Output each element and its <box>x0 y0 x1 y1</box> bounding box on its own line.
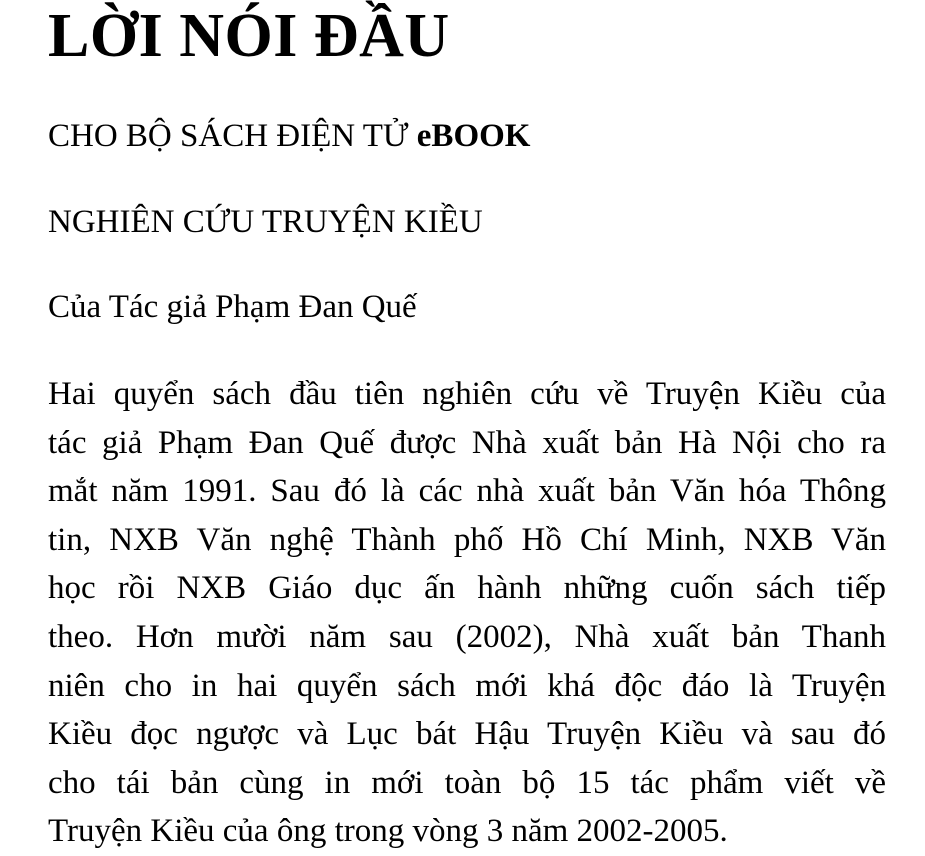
paragraph-line: Hai quyển sách đầu tiên nghiên cứu về Truyện Kiều của <box>48 376 886 412</box>
paragraph-line: niên cho in hai quyển sách mới khá độc đáo là Truyện <box>48 667 886 704</box>
subtitle-ebook-prefix: CHO BỘ SÁCH ĐIỆN TỬ <box>48 118 417 154</box>
paragraph-line: cho tái bản cùng in mới toàn bộ 15 tác phẩm viết về <box>48 764 886 801</box>
paragraph-line: mắt năm 1991. Sau đó là các nhà xuất bản Văn hóa Thông <box>48 473 886 510</box>
paragraph-line: học rồi NXB Giáo dục ấn hành những cuốn sách tiếp <box>48 570 886 607</box>
paragraph-line: tin, NXB Văn nghệ Thành phố Hồ Chí Minh, NXB Văn <box>48 521 886 558</box>
paragraph-line: theo. Hơn mười năm sau (2002), Nhà xuất bản Thanh <box>48 618 886 655</box>
subtitle-ebook-series <box>48 116 530 156</box>
document-title: LỜI NÓI ĐẦU <box>48 2 450 70</box>
paragraph-line: Truyện Kiều của ông trong vòng 3 năm 2002-2005. <box>48 813 728 850</box>
paragraph-line: tác giả Phạm Đan Quế được Nhà xuất bản Hà Nội cho ra <box>48 424 886 461</box>
body-paragraph <box>48 370 886 856</box>
author-line: Của Tác giả Phạm Đan Quế <box>48 289 417 325</box>
subtitle-research: NGHIÊN CỨU TRUYỆN KIỀU <box>48 204 483 240</box>
subtitle-ebook-bold: eBOOK <box>416 118 531 154</box>
paragraph-line: Kiều đọc ngược và Lục bát Hậu Truyện Kiều và sau đó <box>48 716 886 753</box>
